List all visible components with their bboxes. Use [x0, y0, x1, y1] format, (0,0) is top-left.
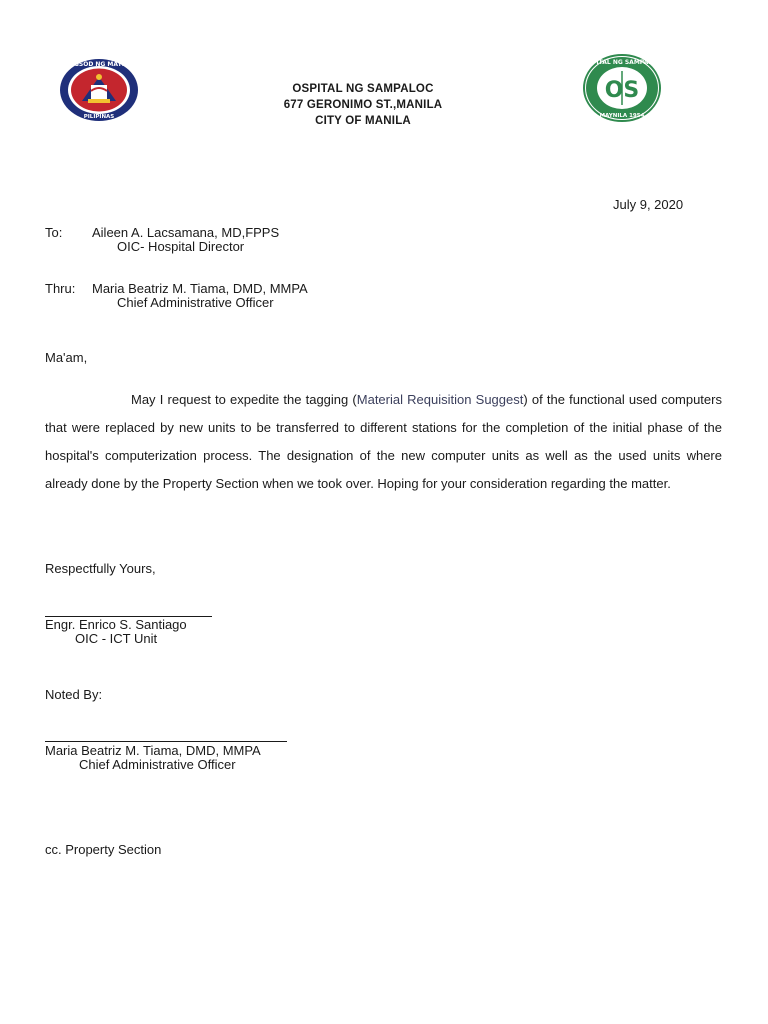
to-title: OIC- Hospital Director — [117, 239, 245, 254]
body-highlight: Material Requisition Suggest — [356, 392, 524, 407]
noted-signature-line — [45, 741, 287, 742]
thru-name: Maria Beatriz M. Tiama, DMD, MMPA — [92, 281, 308, 296]
svg-text:OSPITAL NG SAMPALOC: OSPITAL NG SAMPALOC — [582, 59, 662, 66]
signatory-title: OIC - ICT Unit — [75, 631, 158, 646]
hospital-street: 677 GERONIMO ST.,MANILA — [283, 99, 443, 111]
cc-line: cc. Property Section — [45, 842, 162, 857]
body-text-start: May I request to expedite the tagging ( — [131, 392, 357, 407]
body-text-end: ) of the functional used computers that were replaced by new units to be transferred to different stations for the completion of the initial phase of the hospital's computerization process. The designation of the new computer units as well as the used units where already done by the Property Section when we took over. Hoping for your consideration regarding the matter. — [45, 392, 722, 491]
hospital-city: CITY OF MANILA — [315, 115, 411, 127]
svg-text:OS: OS — [604, 78, 640, 103]
thru-title: Chief Administrative Officer — [117, 295, 274, 310]
noted-by-title: Chief Administrative Officer — [79, 757, 236, 772]
to-label: To: — [45, 225, 63, 240]
noted-by-label: Noted By: — [45, 687, 103, 702]
svg-text:LUNGSOD NG MAYNILA: LUNGSOD NG MAYNILA — [60, 61, 138, 68]
hospital-name: OSPITAL NG SAMPALOC — [292, 83, 434, 95]
thru-label: Thru: — [45, 281, 76, 296]
closing: Respectfully Yours, — [45, 561, 156, 576]
ospital-ng-sampaloc-seal — [582, 53, 662, 123]
signatory-name: Engr. Enrico S. Santiago — [45, 617, 187, 632]
svg-text:PILIPINAS: PILIPINAS — [83, 114, 115, 120]
noted-by-name: Maria Beatriz M. Tiama, DMD, MMPA — [45, 743, 261, 758]
body-paragraph — [45, 386, 722, 498]
to-name: Aileen A. Lacsamana, MD,FPPS — [92, 225, 280, 240]
letter-date: July 9, 2020 — [613, 197, 684, 212]
salutation: Ma'am, — [45, 350, 88, 365]
svg-text:MAYNILA 1954: MAYNILA 1954 — [599, 113, 645, 119]
